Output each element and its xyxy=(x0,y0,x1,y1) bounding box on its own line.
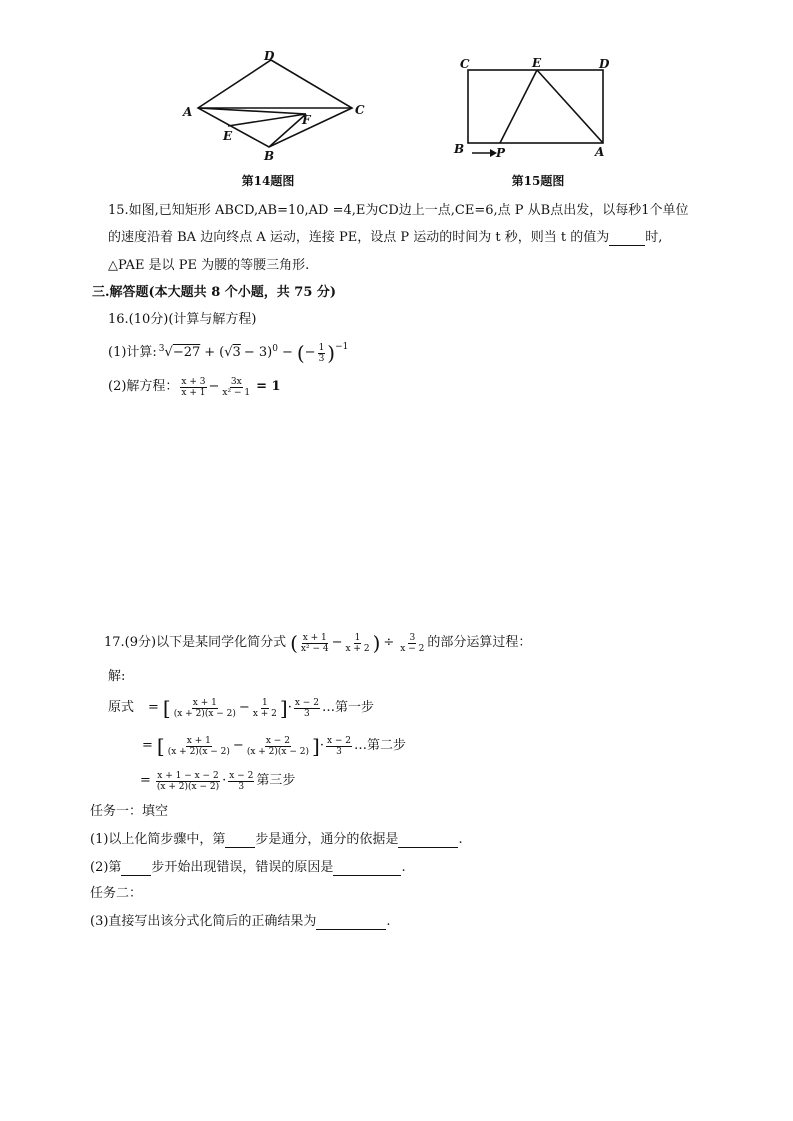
q16-part-2: (2)解方程： $\frac{x + 3}{x + 1}$ − $\frac{3x}{\text{x² − 1}}$ = 1 xyxy=(108,376,281,398)
label-e: E xyxy=(532,56,542,70)
label-f: F xyxy=(302,113,311,127)
radical-icon: √ xyxy=(164,345,173,360)
label-e: E xyxy=(223,129,233,143)
step-2: = [ $\frac{x + 1}{(x + 2)(x - 2)}$ − $\frac{x - 2}{(x + 2)(x - 2)}$ ] · $\frac{x - 2}{3}$ …第二步 xyxy=(142,734,407,758)
task-2-heading: 任务二： xyxy=(90,886,143,901)
task-1-heading: 任务一：填空 xyxy=(90,804,169,819)
answer-blank xyxy=(225,835,255,848)
answer-blank xyxy=(398,835,458,848)
q15-answer-blank xyxy=(609,233,645,246)
answer-blank xyxy=(333,863,401,876)
segment-ea xyxy=(537,70,603,143)
label-c: C xyxy=(460,57,470,71)
q16-part-1: (1)计算: $^3$ √ −27 + ( √ 3 − 3) $^0$ − ( − $\frac{1}{3}$ ) $^{-1}$ xyxy=(108,341,349,365)
answer-blank xyxy=(121,863,151,876)
answer-blank xyxy=(316,917,386,930)
rhombus-abcd xyxy=(198,60,352,147)
step-1: 原式 = [ $\frac{x + 1}{(x + 2)(x - 2)}$ − $\frac{1}{x + 2}$ ] · $\frac{x - 2}{3}$ …第一步 xyxy=(108,696,374,720)
step-3: = $\frac{x + 1 - x - 2}{(x + 2)(x - 2)}$ · $\frac{x - 2}{3}$ 第三步 xyxy=(140,770,296,792)
fraction-one-third: $\frac{1}{3}$ xyxy=(318,342,325,364)
fraction-1: $\frac{x + 3}{x + 1}$ xyxy=(181,376,206,398)
label-d: D xyxy=(264,49,275,63)
figure-14-caption: 第14题图 xyxy=(241,174,295,188)
segment-af xyxy=(198,108,306,114)
label-d: D xyxy=(599,57,610,71)
label-a: A xyxy=(183,105,193,119)
fraction-2: $\frac{3x}{\text{x² − 1}}$ xyxy=(222,376,251,398)
cube-root-index: 3 xyxy=(158,344,165,354)
segment-pe xyxy=(500,70,537,143)
task-1-question-2: (2)第 步开始出现错误，错误的原因是 . xyxy=(90,860,406,875)
task-1-question-1: (1)以上化简步骤中，第 步是通分，通分的依据是 . xyxy=(90,832,463,847)
solution-label: 解: xyxy=(108,669,126,684)
rectangle-abcd xyxy=(468,70,603,143)
radicand: −27 xyxy=(172,345,201,360)
figure-15-diagram xyxy=(450,50,620,165)
figure-14-diagram xyxy=(180,48,380,168)
q15-line-1: 15.如图,已知矩形 ABCD,AB=10,AD =4,E为CD边上一点,CE=6,点 P 从B点出发，以每秒1个单位 xyxy=(108,203,689,218)
label-p: P xyxy=(496,146,506,160)
radical-icon: √ xyxy=(224,345,233,360)
q15-line-2: 的速度沿着 BA 边向终点 A 运动，连接 PE，设点 P 运动的时间为 t 秒，则当 t 的值为 时, xyxy=(108,230,663,245)
task-2-question-3: (3)直接写出该分式化简后的正确结果为 . xyxy=(90,914,391,929)
section-heading: 三.解答题(本大题共 8 个小题，共 75 分) xyxy=(92,285,337,300)
label-b: B xyxy=(264,149,275,163)
q16-title: 16.(10分)(计算与解方程) xyxy=(108,312,257,327)
label-b: B xyxy=(454,142,465,156)
q17-intro: 17.(9分)以下是某同学化简分式 ( $\frac{x + 1}{\text{x² − 4}}$ − $\frac{1}{x + 2}$ ) ÷ $\frac{3}{x - 2}$ 的部分运算过程： xyxy=(104,631,532,655)
label-a: A xyxy=(595,145,605,159)
label-c: C xyxy=(355,103,365,117)
q15-line-3: △PAE 是以 PE 为腰的等腰三角形. xyxy=(108,258,310,273)
figure-15-caption: 第15题图 xyxy=(511,174,565,188)
